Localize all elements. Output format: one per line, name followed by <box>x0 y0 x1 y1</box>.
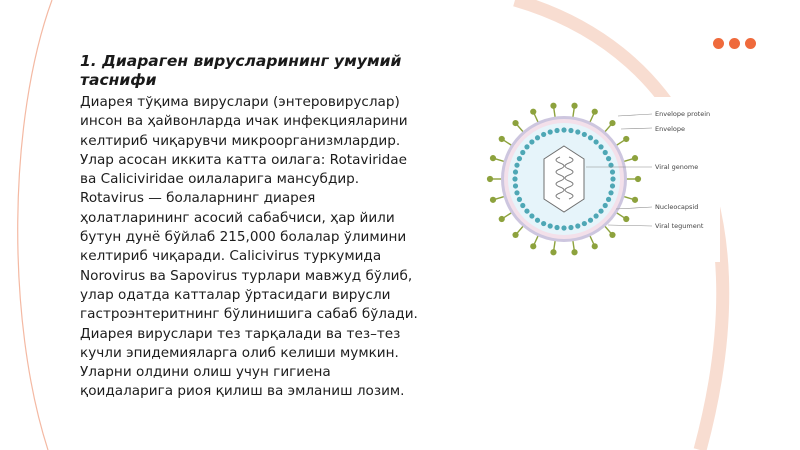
spike-head <box>512 120 518 126</box>
nucleocapsid-bead <box>593 213 598 218</box>
spike-head <box>592 109 598 115</box>
nucleocapsid-bead <box>568 225 573 230</box>
nucleocapsid-bead <box>541 132 546 137</box>
spike-head <box>512 232 518 238</box>
spike-head <box>550 249 556 255</box>
nucleocapsid-bead <box>520 203 525 208</box>
spike-head <box>530 109 536 115</box>
spike-head <box>632 155 638 161</box>
nucleocapsid-bead <box>606 156 611 161</box>
spike-head <box>632 197 638 203</box>
nucleocapsid-bead <box>513 169 518 174</box>
nucleocapsid-bead <box>529 213 534 218</box>
nucleocapsid-bead <box>561 127 566 132</box>
nucleocapsid-bead <box>554 225 559 230</box>
nucleocapsid-bead <box>517 197 522 202</box>
nucleocapsid-bead <box>588 218 593 223</box>
nucleocapsid-bead <box>610 183 615 188</box>
nucleocapsid-bead <box>610 176 615 181</box>
nucleocapsid-bead <box>593 139 598 144</box>
spike-head <box>571 249 577 255</box>
nucleocapsid-bead <box>548 223 553 228</box>
spike-head <box>623 216 629 222</box>
viral-genome-icon <box>544 146 584 212</box>
label-viral-genome: Viral genome <box>655 163 699 171</box>
dots-decoration <box>713 38 756 49</box>
nucleocapsid-bead <box>524 208 529 213</box>
nucleocapsid-bead <box>512 176 517 181</box>
nucleocapsid-bead <box>598 144 603 149</box>
slide-title: 1. Диараген вирусларининг умумий таснифи <box>80 52 402 89</box>
nucleocapsid-bead <box>554 128 559 133</box>
spike-head <box>499 216 505 222</box>
label-envelope-protein: Envelope protein <box>655 110 711 118</box>
nucleocapsid-bead <box>513 183 518 188</box>
nucleocapsid-bead <box>568 128 573 133</box>
nucleocapsid-bead <box>608 190 613 195</box>
nucleocapsid-bead <box>575 223 580 228</box>
label-viral-tegument: Viral tegument <box>655 222 704 230</box>
nucleocapsid-bead <box>541 221 546 226</box>
spike-head <box>623 136 629 142</box>
spike-head <box>499 136 505 142</box>
slide-body-text: Диарея тўқима вируслари (энтеровируслар) инсон ва ҳайвонларда ичак инфекцияларини келтириб чиқарувчи микроорганизмлардир. Улар асосан иккита катта оилага: Rotaviridae ва Caliciviridae оилаларига мансубдир. Rotavirus — болаларнинг диарея ҳолатларининг асосий сабабчиси, ҳар йили бутун дунё бўйлаб 215,000 болалар ўлимини келтириб чиқаради. Calicivirus туркумида Norovirus ва Sapovirus турлари мавжуд бўлиб, улар одатда катталар ўртасидаги вирусли гастроэнтеритнинг бўлинишига сабаб бўлади. Диарея вируслари тез тарқалади ва тез–тез кучли эпидемияларга олиб келиши мумкин. Уларни олдини олиш учун гигиена қоидаларига риоя қилиш ва эмланиш лозим. <box>80 94 418 400</box>
spike-head <box>571 103 577 109</box>
dot-icon <box>713 38 724 49</box>
nucleocapsid-bead <box>588 135 593 140</box>
dot-icon <box>729 38 740 49</box>
nucleocapsid-bead <box>535 218 540 223</box>
nucleocapsid-bead <box>535 135 540 140</box>
virus-diagram <box>480 97 720 262</box>
spike-head <box>592 243 598 249</box>
nucleocapsid-bead <box>603 150 608 155</box>
nucleocapsid-bead <box>561 225 566 230</box>
nucleocapsid-bead <box>575 129 580 134</box>
nucleocapsid-bead <box>520 150 525 155</box>
nucleocapsid-bead <box>514 163 519 168</box>
spike-head <box>609 232 615 238</box>
nucleocapsid-bead <box>606 197 611 202</box>
nucleocapsid-bead <box>529 139 534 144</box>
dot-icon <box>745 38 756 49</box>
nucleocapsid-bead <box>603 203 608 208</box>
spike-head <box>609 120 615 126</box>
nucleocapsid-bead <box>517 156 522 161</box>
label-nucleocapsid: Nucleocapsid <box>655 203 699 211</box>
nucleocapsid-bead <box>582 132 587 137</box>
spike-head <box>490 155 496 161</box>
nucleocapsid-bead <box>582 221 587 226</box>
nucleocapsid-bead <box>598 208 603 213</box>
label-envelope: Envelope <box>655 125 685 133</box>
nucleocapsid-bead <box>610 169 615 174</box>
spike-head <box>487 176 493 182</box>
spike-head <box>550 103 556 109</box>
left-thin-arc <box>18 0 52 450</box>
spike-head <box>530 243 536 249</box>
nucleocapsid-bead <box>514 190 519 195</box>
nucleocapsid-bead <box>524 144 529 149</box>
nucleocapsid-bead <box>548 129 553 134</box>
spike-head <box>635 176 641 182</box>
spike-head <box>490 197 496 203</box>
